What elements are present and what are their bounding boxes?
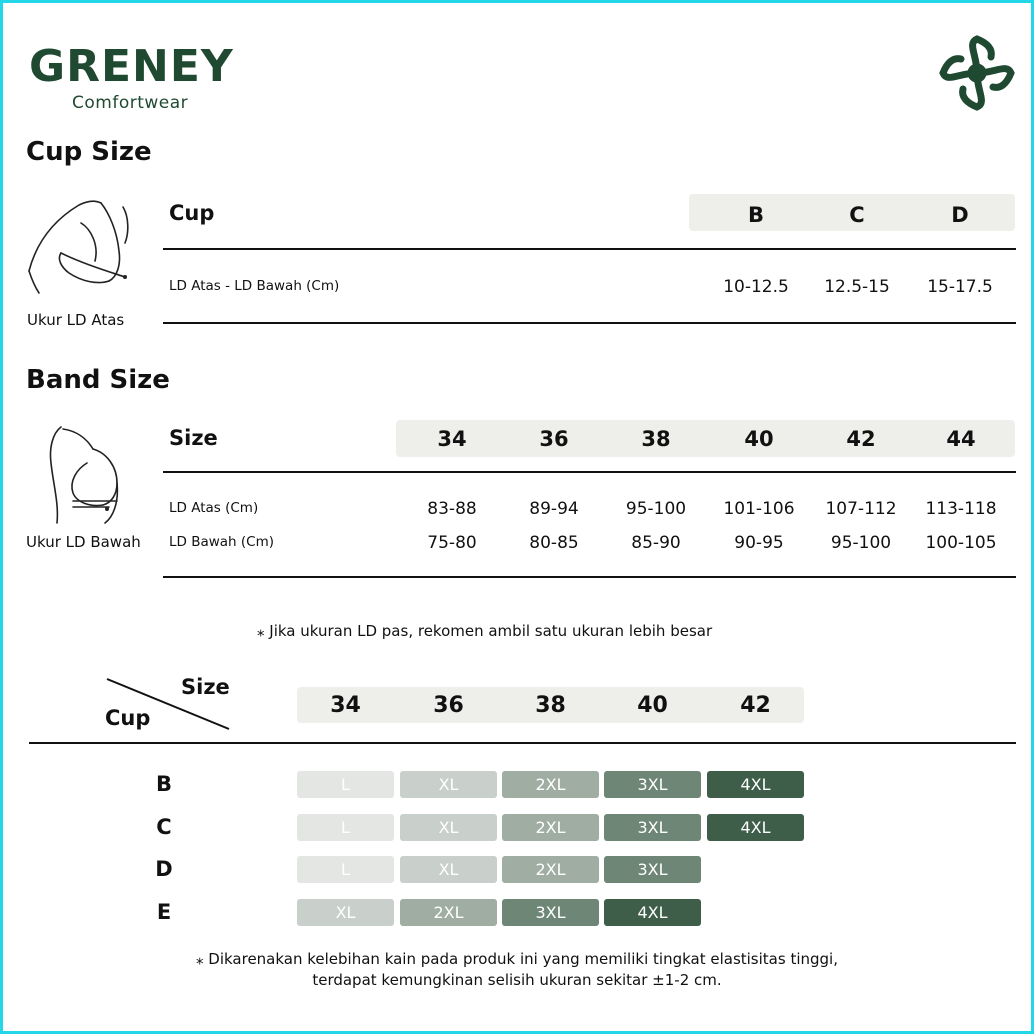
matrix-size-chip: XL xyxy=(297,899,394,926)
matrix-corner-cup: Cup xyxy=(105,706,151,730)
cup-value-d: 15-17.5 xyxy=(927,277,993,297)
cup-bottom-divider xyxy=(163,322,1016,324)
band-header-label: Size xyxy=(169,426,218,450)
cup-measure-illustration xyxy=(21,193,141,303)
brand-subtitle: Comfortwear xyxy=(72,93,189,113)
matrix-size-chip: 4XL xyxy=(707,814,804,841)
cup-value-b: 10-12.5 xyxy=(723,277,789,297)
matrix-corner-size: Size xyxy=(181,675,230,699)
band-col-38: 38 xyxy=(641,427,671,451)
band-bawah-34: 75-80 xyxy=(427,533,477,553)
matrix-size-chip: L xyxy=(297,771,394,798)
matrix-size-chip: XL xyxy=(400,856,497,883)
cup-value-c: 12.5-15 xyxy=(824,277,890,297)
matrix-corner-diagonal xyxy=(103,675,233,733)
matrix-header-divider xyxy=(29,742,1016,744)
matrix-size-chip: 2XL xyxy=(400,899,497,926)
band-bottom-divider xyxy=(163,576,1016,578)
matrix-cup-label: E xyxy=(156,900,172,924)
band-atas-38: 95-100 xyxy=(625,499,687,519)
cup-col-d: D xyxy=(951,203,969,227)
matrix-size-chip: 2XL xyxy=(502,771,599,798)
band-bawah-36: 80-85 xyxy=(529,533,579,553)
matrix-size-chip: 2XL xyxy=(502,856,599,883)
band-header-divider xyxy=(163,471,1016,473)
band-atas-44: 113-118 xyxy=(925,499,997,519)
brand-name: GRENEY xyxy=(29,41,234,92)
matrix-size-chip: 3XL xyxy=(502,899,599,926)
cup-col-c: C xyxy=(849,203,865,227)
cup-col-b: B xyxy=(747,203,764,227)
matrix-size-chip: 3XL xyxy=(604,856,701,883)
band-measure-illustration xyxy=(33,423,133,528)
band-col-42: 42 xyxy=(846,427,876,451)
cup-row-label: LD Atas - LD Bawah (Cm) xyxy=(169,278,340,294)
greney-clover-logo-icon xyxy=(937,33,1017,113)
cup-illustration-caption: Ukur LD Atas xyxy=(27,311,125,329)
matrix-col-34: 34 xyxy=(330,693,361,718)
band-col-36: 36 xyxy=(539,427,569,451)
band-illustration-caption: Ukur LD Bawah xyxy=(26,533,141,551)
band-bawah-42: 95-100 xyxy=(830,533,892,553)
matrix-cup-label: D xyxy=(155,857,173,881)
band-bawah-38: 85-90 xyxy=(631,533,681,553)
band-size-title: Band Size xyxy=(26,365,170,395)
cup-header-divider xyxy=(163,248,1016,250)
matrix-size-chip: 3XL xyxy=(604,814,701,841)
band-atas-42: 107-112 xyxy=(825,499,897,519)
matrix-size-chip: 3XL xyxy=(604,771,701,798)
matrix-size-chip: XL xyxy=(400,771,497,798)
matrix-size-chip: 4XL xyxy=(707,771,804,798)
matrix-size-chip: 4XL xyxy=(604,899,701,926)
matrix-col-40: 40 xyxy=(637,693,668,718)
matrix-size-chip: 2XL xyxy=(502,814,599,841)
matrix-col-36: 36 xyxy=(433,693,464,718)
matrix-size-chip: XL xyxy=(400,814,497,841)
note-size-recommendation: ⁎ Jika ukuran LD pas, rekomen ambil satu ukuran lebih besar xyxy=(257,622,713,640)
band-row-label-bawah: LD Bawah (Cm) xyxy=(169,534,275,550)
band-atas-34: 83-88 xyxy=(427,499,477,519)
band-col-34: 34 xyxy=(437,427,467,451)
cup-size-title: Cup Size xyxy=(26,137,152,167)
matrix-size-chip: L xyxy=(297,856,394,883)
matrix-col-38: 38 xyxy=(535,693,566,718)
matrix-col-42: 42 xyxy=(740,693,771,718)
note-elasticity-line2: terdapat kemungkinan selisih ukuran sekitar ±1-2 cm. xyxy=(312,971,722,989)
band-row-label-atas: LD Atas (Cm) xyxy=(169,500,259,516)
matrix-cup-label: B xyxy=(155,772,172,796)
note-elasticity-line1: ⁎ Dikarenakan kelebihan kain pada produk ini yang memiliki tingkat elastisitas tinggi, xyxy=(196,950,838,968)
band-atas-36: 89-94 xyxy=(529,499,579,519)
band-bawah-40: 90-95 xyxy=(734,533,784,553)
band-col-40: 40 xyxy=(744,427,774,451)
band-atas-40: 101-106 xyxy=(723,499,795,519)
band-col-44: 44 xyxy=(946,427,976,451)
band-bawah-44: 100-105 xyxy=(925,533,997,553)
matrix-size-chip: L xyxy=(297,814,394,841)
cup-header-label: Cup xyxy=(169,201,215,225)
matrix-cup-label: C xyxy=(156,815,172,839)
